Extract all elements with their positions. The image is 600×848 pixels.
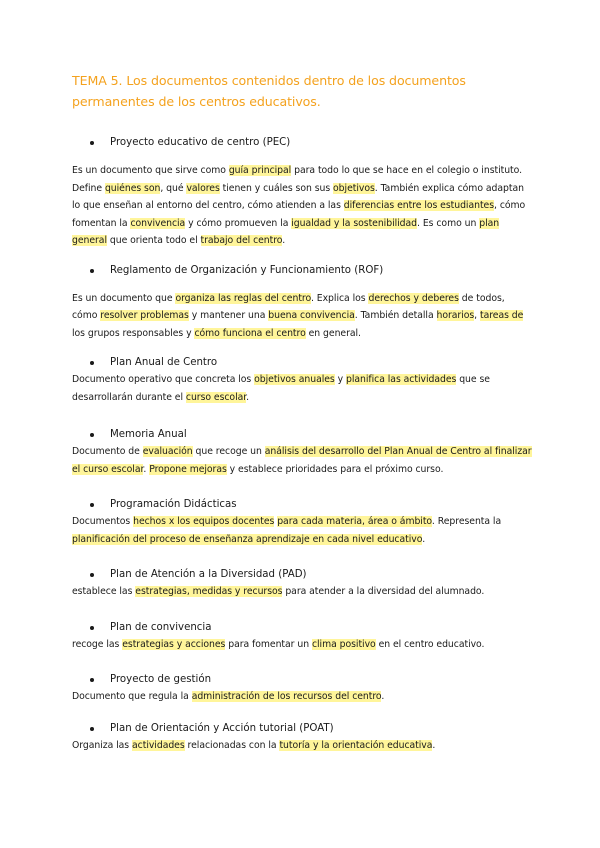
paragraph-text: en el centro educativo. [375,638,485,650]
highlighted-text: trabajo del centro [200,235,283,246]
paragraph-text: Documentos [72,516,134,527]
highlighted-text: curso escolar [185,391,247,403]
paragraph-text: . [422,533,426,545]
paragraph-text: , [474,310,480,321]
highlighted-text: planifica las actividades [346,374,457,385]
highlighted-text: objetivos anuales [254,374,335,385]
paragraph-text: Documento operativo que concreta los [72,374,255,385]
paragraph-text: y [334,374,346,385]
section-heading [90,722,532,736]
highlighted-text: organiza las reglas del centro [175,292,311,304]
section-heading [90,498,532,512]
highlighted-text: tutoría y la orientación educativa [279,739,433,751]
section-heading-text: Plan de Orientación y Acción tutorial (POAT) [110,722,334,734]
paragraph-text: Es un documento que [72,292,176,304]
paragraph-text: , cómo fomentan la [72,200,526,229]
highlighted-text: para cada materia, área o ámbito [277,516,432,527]
section-paragraph [72,688,532,706]
section-paragraph [72,583,532,601]
paragraph-text: Organiza las [72,739,133,751]
bullet-icon [90,269,94,273]
highlighted-text: cómo funciona el centro [194,327,306,339]
bullet-icon [90,361,94,365]
section [72,356,532,406]
paragraph-text: Es un documento que sirve como [72,165,229,176]
highlighted-text: quiénes son [104,182,161,194]
bullet-icon [90,503,94,507]
document-page [72,70,532,754]
section [72,498,532,548]
bullet-icon [90,727,94,731]
highlighted-text: plan general [72,217,500,246]
paragraph-text: . También explica cómo adaptan lo que enseñan al entorno del centro, cómo atienden a las [72,182,524,211]
highlighted-text: actividades [132,739,185,751]
bullet-icon [90,141,94,145]
section-paragraph [72,737,532,755]
section [72,428,532,478]
paragraph-text: y establece prioridades para el próximo curso. [226,463,444,475]
section-heading [90,136,532,150]
highlighted-text: administración de los recursos del centro [191,691,382,702]
paragraph-text: Documento de [72,446,143,457]
bullet-icon [90,678,94,682]
section-heading-text: Proyecto de gestión [110,674,212,685]
section [72,722,532,755]
paragraph-text: . [381,691,385,702]
paragraph-text: y cómo promueven la [185,217,292,229]
highlighted-text: igualdad y la sostenibilidad [291,217,418,229]
paragraph-text: Documento que regula la [72,691,192,702]
section-heading [90,568,532,582]
paragraph-text: en general. [305,327,361,339]
paragraph-text: para todo lo que se hace en el colegio o instituto. Define [72,165,523,194]
sections-container [72,136,532,754]
paragraph-text: . [143,463,150,475]
paragraph-text: recoge las [72,638,123,650]
section-paragraph [72,371,532,406]
section [72,568,532,601]
paragraph-text: . [282,235,286,246]
highlighted-text: estrategias, medidas y recursos [135,586,283,597]
section [72,136,532,250]
paragraph-text: que orienta todo el [107,235,201,246]
highlighted-text: resolver problemas [100,310,189,321]
highlighted-text: planificación del proceso de enseñanza aprendizaje en cada nivel educativo [72,533,423,545]
paragraph-text: que se desarrollarán durante el [72,374,490,403]
section-heading-text: Proyecto educativo de centro (PEC) [110,137,291,148]
bullet-icon [90,433,94,437]
section-heading [90,673,532,687]
highlighted-text: clima positivo [311,638,376,650]
paragraph-text: de todos, cómo [72,292,505,321]
paragraph-text: que recoge un [192,446,265,457]
highlighted-text: tareas de [479,310,524,321]
section-heading [90,621,532,635]
section [72,621,532,654]
section-heading [90,356,532,370]
highlighted-text: guía principal [228,165,292,176]
section [72,264,532,343]
highlighted-text: diferencias entre los estudiantes [343,200,495,211]
highlighted-text: horarios [436,310,475,321]
highlighted-text: estrategias y acciones [122,638,226,650]
paragraph-text: . [246,391,250,403]
section-paragraph [72,162,532,250]
paragraph-text: . Explica los [310,292,369,304]
section-heading [90,264,532,278]
paragraph-text: , qué [160,182,187,194]
paragraph-text: para atender a la diversidad del alumnado. [282,586,485,597]
bullet-icon [90,626,94,630]
section-heading-text: Plan Anual de Centro [110,357,218,368]
paragraph-text: relacionadas con la [184,739,280,751]
document-title: TEMA 5. Los documentos contenidos dentro de los documentos permanentes de los centros educativos. [72,73,466,109]
section-paragraph [72,513,532,548]
highlighted-text: buena convivencia [268,310,355,321]
paragraph-text: establece las [72,586,136,597]
paragraph-text: . [432,739,436,751]
section-heading-text: Programación Didácticas [110,499,237,510]
section-heading-text: Plan de convivencia [110,621,212,633]
highlighted-text: evaluación [142,446,193,457]
section-paragraph [72,636,532,654]
bullet-icon [90,573,94,577]
highlighted-text: Propone mejoras [149,463,227,475]
paragraph-text: y mantener una [188,310,269,321]
highlighted-text: valores [186,182,220,194]
paragraph-text: . Es como un [417,217,480,229]
section-paragraph [72,290,532,343]
section [72,673,532,706]
section-paragraph [72,443,532,478]
section-heading-text: Reglamento de Organización y Funcionamiento (ROF) [110,264,384,276]
paragraph-text: tienen y cuáles son sus [219,182,334,194]
paragraph-text: los grupos responsables y [72,327,195,339]
highlighted-text: derechos y deberes [368,292,459,304]
paragraph-text: . También detalla [354,310,437,321]
highlighted-text: análisis del desarrollo del Plan Anual de Centro al finalizar el curso escolar [72,446,532,475]
section-heading [90,428,532,442]
paragraph-text: para fomentar un [225,638,312,650]
section-heading-text: Memoria Anual [110,429,187,440]
highlighted-text: objetivos [333,182,375,194]
paragraph-text: . Representa la [431,516,502,527]
highlighted-text: hechos x los equipos docentes [133,516,275,527]
highlighted-text: convivencia [130,217,186,229]
section-heading-text: Plan de Atención a la Diversidad (PAD) [110,569,307,580]
